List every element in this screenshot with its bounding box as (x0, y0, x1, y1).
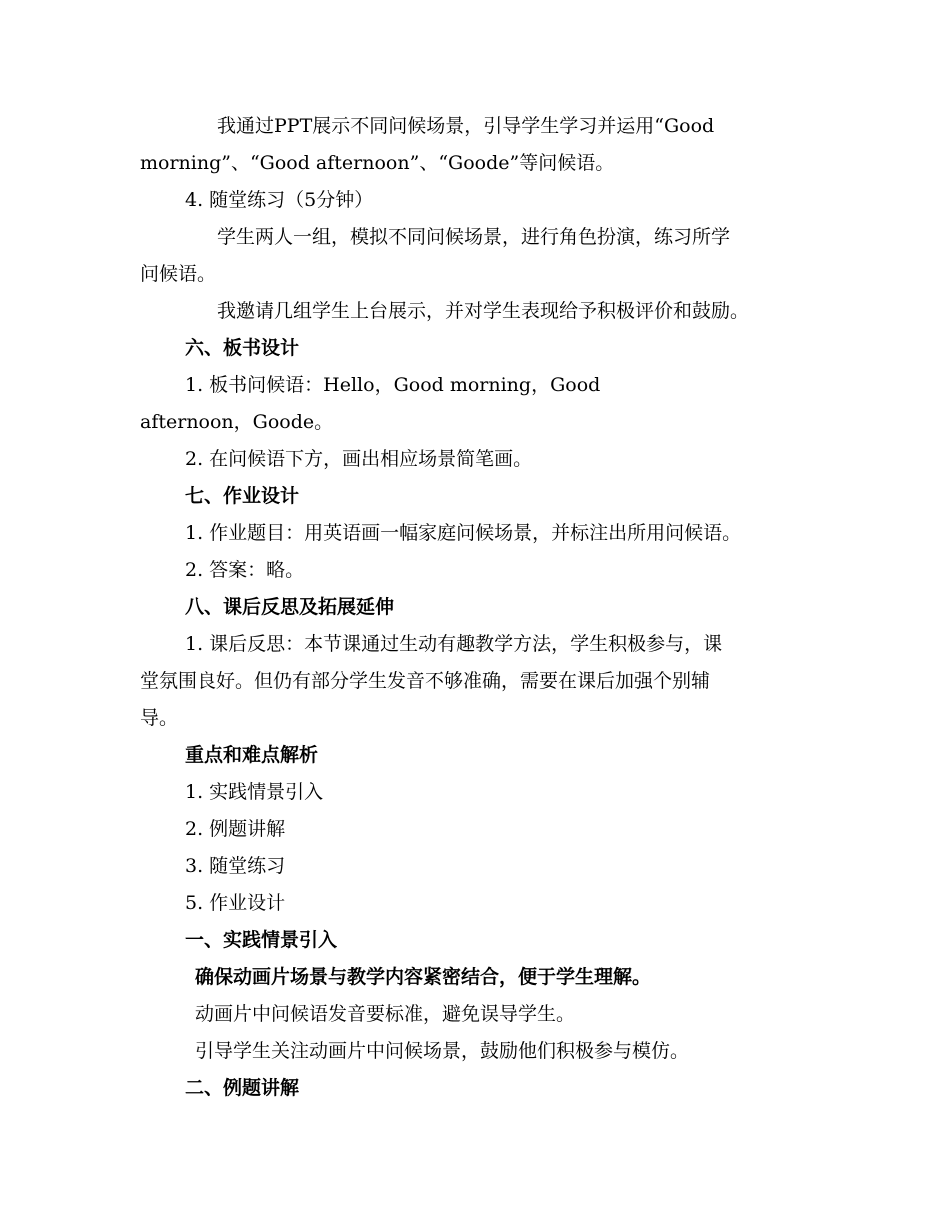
paragraph-scenario-match: 确保动画片场景与教学内容紧密结合，便于学生理解。 (195, 966, 652, 988)
list-item-reflection: 1. 课后反思：本节课通过生动有趣教学方法，学生积极参与，课 (185, 633, 723, 655)
list-item-key-1: 1. 实践情景引入 (185, 781, 324, 803)
list-item-board-greetings-cont: afternoon，Goode。 (140, 411, 334, 433)
paragraph-role-play: 学生两人一组，模拟不同问候场景，进行角色扮演，练习所学 (217, 226, 731, 248)
paragraph-role-play-cont: 问候语。 (140, 263, 217, 285)
list-item-key-2: 2. 例题讲解 (185, 818, 286, 840)
list-item-reflection-cont-1: 堂氛围良好。但仍有部分学生发音不够准确，需要在课后加强个别辅 (140, 670, 711, 692)
paragraph-guide-attention: 引导学生关注动画片中问候场景，鼓励他们积极参与模仿。 (195, 1040, 690, 1062)
section-heading-board-design: 六、板书设计 (185, 337, 300, 359)
list-item-key-5: 5. 作业设计 (185, 892, 286, 914)
list-item-board-greetings: 1. 板书问候语：Hello，Good morning，Good (185, 374, 601, 396)
list-item-practice: 4. 随堂练习（5分钟） (185, 189, 374, 211)
list-item-homework-answer: 2. 答案：略。 (185, 559, 305, 581)
list-item-homework-task: 1. 作业题目：用英语画一幅家庭问候场景，并标注出所用问候语。 (185, 522, 742, 544)
section-heading-key-points: 重点和难点解析 (185, 744, 319, 766)
paragraph-ppt-greetings-cont: morning”、“Good afternoon”、“Goode”等问候语。 (140, 152, 615, 174)
section-heading-examples: 二、例题讲解 (185, 1077, 300, 1099)
list-item-key-3: 3. 随堂练习 (185, 855, 286, 877)
section-heading-reflection: 八、课后反思及拓展延伸 (185, 596, 395, 618)
section-heading-homework: 七、作业设计 (185, 485, 300, 507)
paragraph-ppt-greetings: 我通过PPT展示不同问候场景，引导学生学习并运用“Good (217, 115, 715, 137)
paragraph-invite-groups: 我邀请几组学生上台展示，并对学生表现给予积极评价和鼓励。 (217, 300, 750, 322)
section-heading-scenario-intro: 一、实践情景引入 (185, 929, 338, 951)
list-item-board-drawings: 2. 在问候语下方，画出相应场景简笔画。 (185, 448, 533, 470)
paragraph-pronunciation: 动画片中问候语发音要标准，避免误导学生。 (195, 1003, 576, 1025)
list-item-reflection-cont-2: 导。 (140, 707, 179, 729)
